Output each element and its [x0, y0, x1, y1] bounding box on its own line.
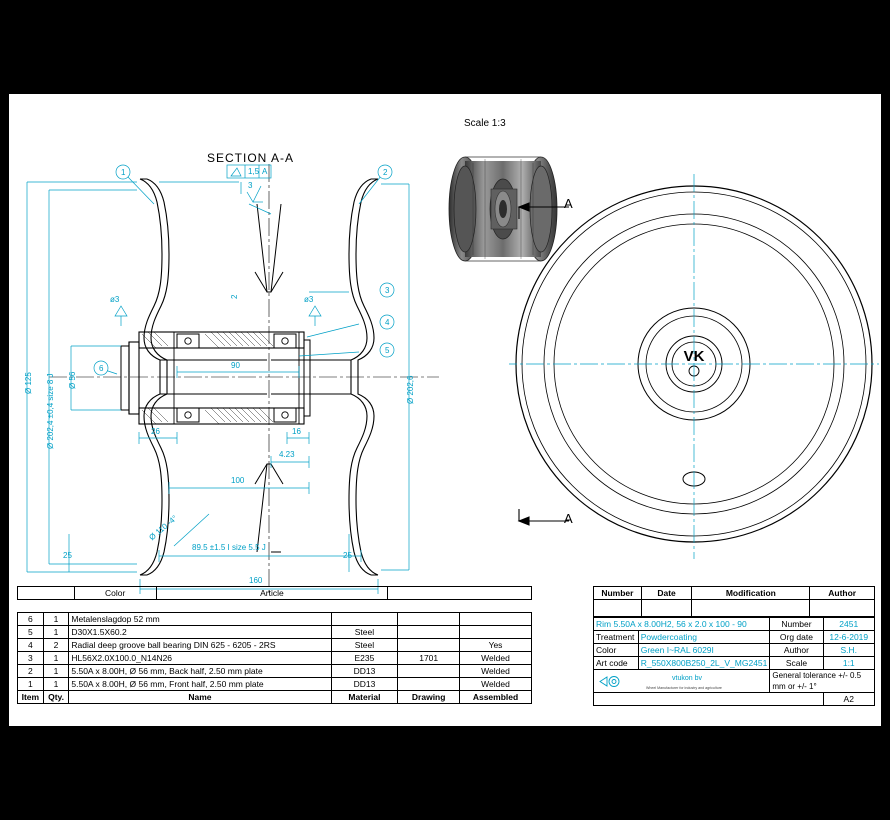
table-row — [18, 678, 532, 691]
balloon-3: 3 — [385, 286, 390, 295]
tb-number-val: 2451 — [823, 618, 874, 631]
dim-90: 90 — [231, 361, 240, 370]
titleblock-spacer-row — [594, 600, 875, 617]
bom-material: E235 — [331, 652, 398, 665]
table-row — [18, 665, 532, 678]
bom-material: DD13 — [331, 665, 398, 678]
titleblock-treatment-row — [594, 631, 875, 644]
bom-name: Metalenslagdop 52 mm — [69, 613, 331, 626]
tb-blank5 — [594, 693, 824, 706]
bom-top-color: Color — [74, 587, 156, 600]
bom-col-material: Material — [331, 691, 398, 704]
bom-assembled — [460, 613, 532, 626]
gdt-flatness-value: 1,5 — [248, 167, 260, 176]
dim-423: 4.23 — [279, 450, 295, 459]
tb-treatment-value: Powdercoating — [638, 631, 770, 644]
balloon-5: 5 — [385, 346, 390, 355]
bom-assembled: Yes — [460, 639, 532, 652]
table-row — [18, 652, 532, 665]
bom-qty: 1 — [43, 665, 69, 678]
bom-qty: 1 — [43, 678, 69, 691]
bom-drawing — [398, 613, 460, 626]
tb-color-label: Color — [594, 644, 639, 657]
bom-name: D30X1.5X60.2 — [69, 626, 331, 639]
bom-material: Steel — [331, 639, 398, 652]
bom-name: HL56X2.0X100.0_N14N26 — [69, 652, 331, 665]
bom-drawing — [398, 626, 460, 639]
bom-name: 5.50A x 8.00H, Ø 56 mm, Front half, 2.50 mm plate — [69, 678, 331, 691]
tb-col-modification: Modification — [692, 587, 810, 600]
bom-assembled — [460, 626, 532, 639]
tb-author-val: S.H. — [823, 644, 874, 657]
bom-drawing — [398, 678, 460, 691]
titleblock-description-row — [594, 618, 875, 631]
section-arrow-bottom-label: A — [564, 511, 573, 526]
bom-col-name: Name — [69, 691, 331, 704]
table-row — [18, 626, 532, 639]
tb-blank3 — [692, 600, 810, 617]
dim-diameter-125: Ø 125 — [24, 372, 33, 394]
bom-qty: 1 — [43, 613, 69, 626]
titleblock-footer-row — [594, 670, 875, 693]
bom-item: 3 — [18, 652, 44, 665]
section-arrow-top-label: A — [564, 196, 573, 211]
titleblock-color-row — [594, 644, 875, 657]
table-row — [18, 613, 532, 626]
dim-895: 89.5 ±1.5 I size 5.5 J — [192, 543, 266, 552]
tb-col-number: Number — [594, 587, 642, 600]
tb-description: Rim 5.50A x 8.00H2, 56 x 2.0 x 100 - 90 — [594, 618, 770, 631]
bom-column-header — [18, 691, 532, 704]
bom-qty: 2 — [43, 639, 69, 652]
tb-scale-key: Scale — [770, 657, 823, 670]
tb-number-key: Number — [770, 618, 823, 631]
titleblock-sheet-row — [594, 693, 875, 706]
bom-col-qty: Qty. — [43, 691, 69, 704]
bom-item: 4 — [18, 639, 44, 652]
bom-col-item: Item — [18, 691, 44, 704]
bom-material: Steel — [331, 626, 398, 639]
tb-orgdate-val: 12-6-2019 — [823, 631, 874, 644]
bom-col-assembled: Assembled — [460, 691, 532, 704]
bom-header-top — [18, 587, 532, 600]
tb-blank4 — [810, 600, 875, 617]
bom-assembled: Welded — [460, 652, 532, 665]
gdt-ra: 3 — [248, 181, 253, 190]
dim-16: 16 — [292, 427, 301, 436]
tb-author-key: Author — [770, 644, 823, 657]
bom-item: 2 — [18, 665, 44, 678]
projection-symbol-icon — [598, 675, 624, 688]
bom-top-blank2 — [388, 587, 532, 600]
tb-blank1 — [594, 600, 642, 617]
tb-color-value: Green I~RAL 6029I — [638, 644, 770, 657]
dim-26: 26 — [151, 427, 160, 436]
roughness-right: ø3 — [304, 295, 314, 304]
bom-name: 5.50A x 8.00H, Ø 56 mm, Back half, 2.50 mm plate — [69, 665, 331, 678]
tb-artcode-label: Art code — [594, 657, 639, 670]
dim-diameter-2026: Ø 202,6 — [406, 375, 415, 404]
bom-qty: 1 — [43, 626, 69, 639]
titleblock-artcode-row — [594, 657, 875, 670]
bom-top-blank1 — [18, 587, 75, 600]
bom-assembled: Welded — [460, 665, 532, 678]
bom-top-article: Article — [156, 587, 387, 600]
roughness-left: ø3 — [110, 295, 120, 304]
title-block — [593, 586, 875, 706]
dim-25-right: 25 — [343, 551, 352, 560]
balloon-4: 4 — [385, 318, 390, 327]
dim-diameter-56: Ø 56 — [68, 371, 77, 389]
bom-col-drawing: Drawing — [398, 691, 460, 704]
titleblock-header-row — [594, 587, 875, 600]
bom-material: DD13 — [331, 678, 398, 691]
bom-table — [17, 586, 532, 704]
dim-2: 2 — [230, 294, 239, 299]
balloon-6: 6 — [99, 364, 104, 373]
tb-logo-cell — [594, 670, 770, 693]
drawing-sheet — [8, 93, 882, 727]
bom-drawing — [398, 665, 460, 678]
balloon-1: 1 — [121, 168, 126, 177]
tb-blank2 — [641, 600, 692, 617]
dim-diameter-2024: Ø 202,4 ±0,4 size 8 J — [46, 373, 55, 449]
tb-treatment-label: Treatment — [594, 631, 639, 644]
dim-bolt-circle: Ø 110 -4° — [147, 513, 179, 543]
dim-160: 160 — [249, 576, 263, 585]
bom-assembled: Welded — [460, 678, 532, 691]
table-row — [18, 639, 532, 652]
tb-scale-val: 1:1 — [823, 657, 874, 670]
bom-item: 1 — [18, 678, 44, 691]
bom-item: 6 — [18, 613, 44, 626]
bom-drawing: 1701 — [398, 652, 460, 665]
tb-col-date: Date — [641, 587, 692, 600]
dim-100: 100 — [231, 476, 245, 485]
tb-col-author: Author — [810, 587, 875, 600]
svg-text:VK: VK — [683, 348, 705, 365]
bom-name: Radial deep groove ball bearing DIN 625 - 6205 - 2RS — [69, 639, 331, 652]
bom-item: 5 — [18, 626, 44, 639]
company-logo-subtitle: Wheel Manufacturer for industry and agriculture — [646, 686, 722, 690]
bom-material — [331, 613, 398, 626]
tb-orgdate-key: Org date — [770, 631, 823, 644]
scale-note: Scale 1:3 — [464, 118, 506, 129]
bom-qty: 1 — [43, 652, 69, 665]
section-title: SECTION A-A — [207, 151, 295, 165]
balloon-2: 2 — [383, 168, 388, 177]
tb-sheet-size: A2 — [823, 693, 874, 706]
company-logo-text: vtukon bv — [672, 675, 702, 682]
gdt-datum: A — [262, 167, 268, 176]
dim-25-left: 25 — [63, 551, 72, 560]
tb-tolerance-note: General tolerance +/- 0.5 mm or +/- 1° — [770, 670, 875, 693]
bom-drawing — [398, 639, 460, 652]
tb-artcode-value: R_550X800B250_2L_V_MG2451 — [638, 657, 770, 670]
